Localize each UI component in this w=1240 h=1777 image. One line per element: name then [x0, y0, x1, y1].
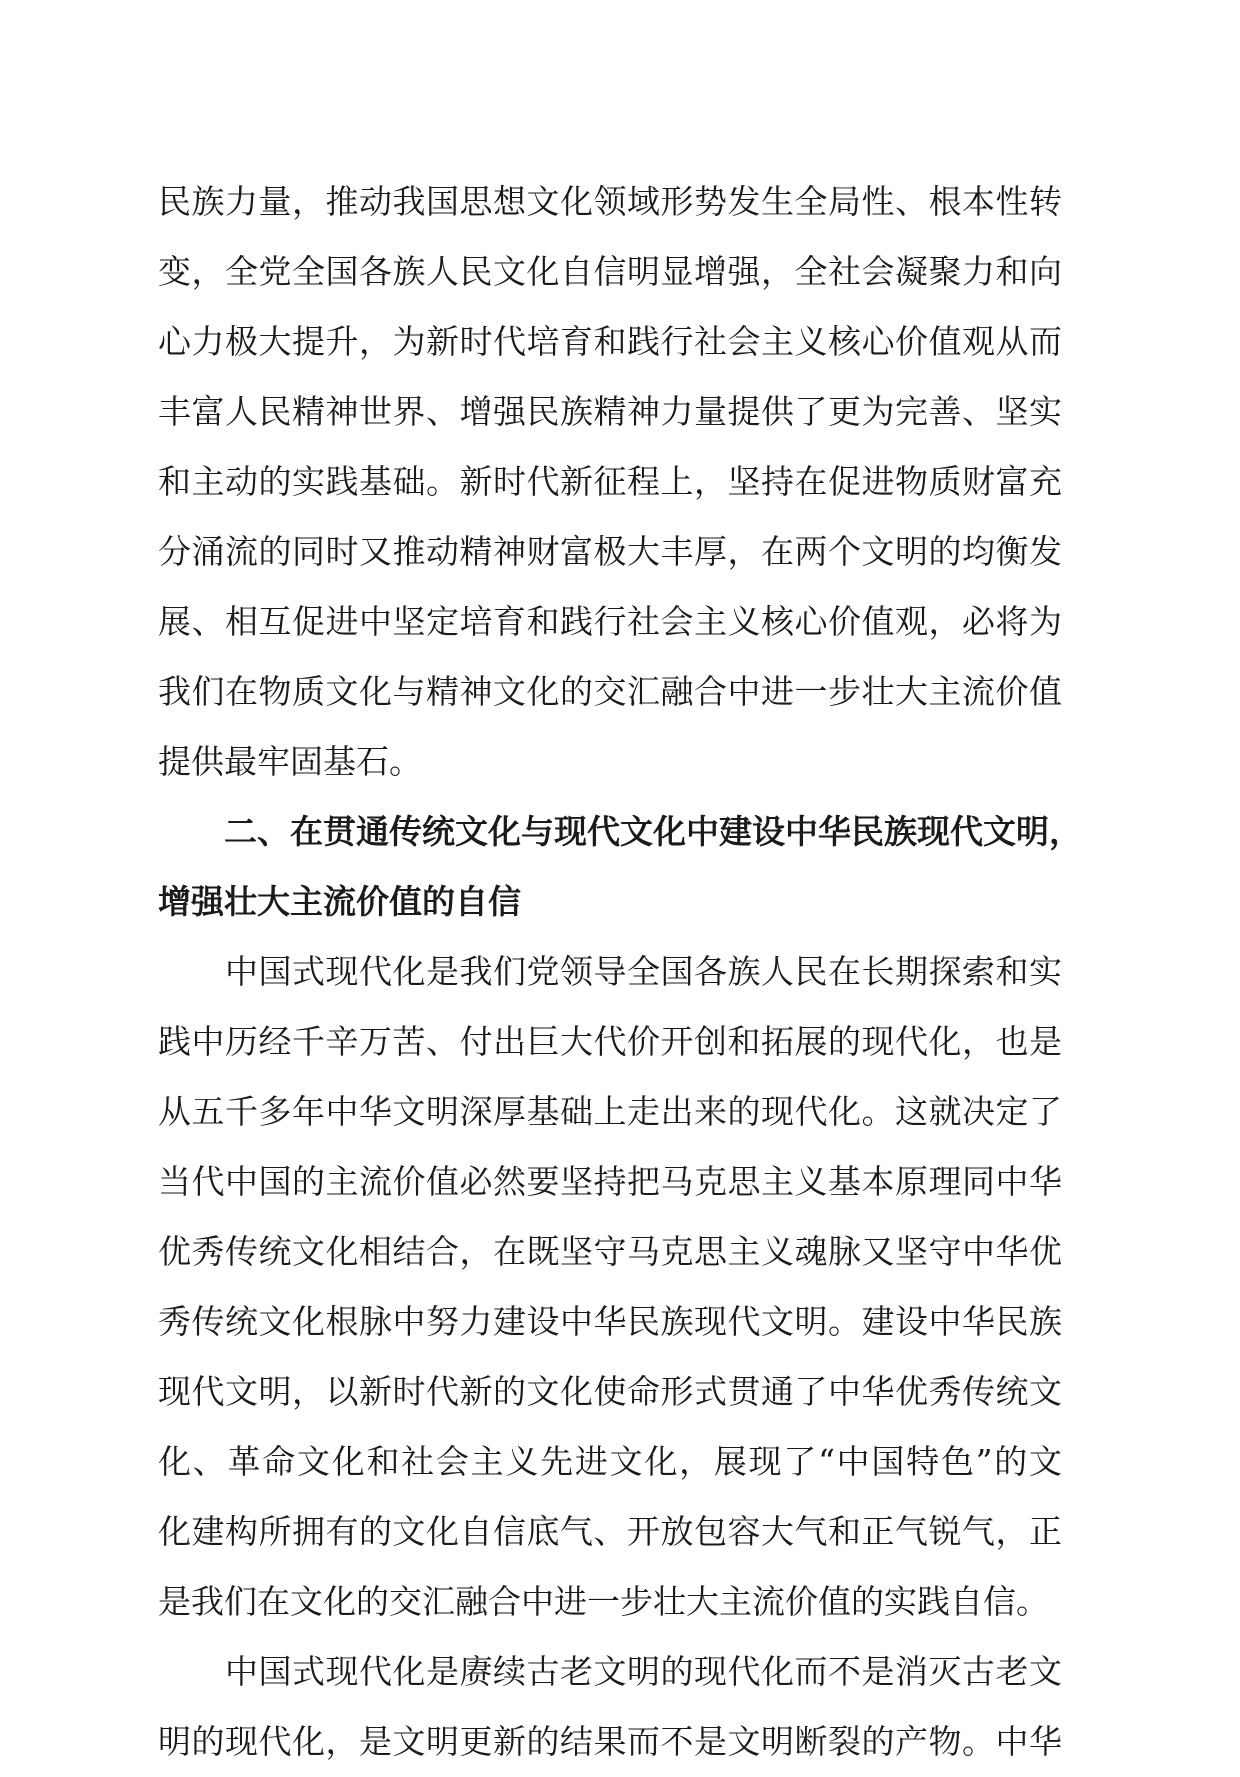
- text-line: 提供最牢固基石。: [158, 742, 422, 781]
- paragraph-continuation: [158, 167, 1062, 797]
- text-line: 现代文明，以新时代新的文化使命形式贯通了中华优秀传统文: [158, 1372, 1062, 1411]
- section-heading: [158, 797, 1082, 937]
- text-line: 优秀传统文化相结合，在既坚守马克思主义魂脉又坚守中华优: [158, 1232, 1062, 1271]
- text-line: 分涌流的同时又推动精神财富极大丰厚，在两个文明的均衡发: [158, 532, 1062, 571]
- text-line: 从五千多年中华文明深厚基础上走出来的现代化。这就决定了: [158, 1092, 1062, 1131]
- text-line: 化、革命文化和社会主义先进文化，展现了“中国特色”的文: [158, 1442, 1062, 1481]
- text-line: 明的现代化，是文明更新的结果而不是文明断裂的产物。中华: [158, 1722, 1062, 1761]
- text-line: 中国式现代化是我们党领导全国各族人民在长期探索和实: [158, 952, 1062, 991]
- text-line: 心力极大提升，为新时代培育和践行社会主义核心价值观从而: [158, 322, 1062, 361]
- text-line: 丰富人民精神世界、增强民族精神力量提供了更为完善、坚实: [158, 392, 1062, 431]
- text-line: 是我们在文化的交汇融合中进一步壮大主流价值的实践自信。: [158, 1582, 1049, 1621]
- text-line: 当代中国的主流价值必然要坚持把马克思主义基本原理同中华: [158, 1162, 1062, 1201]
- text-line: 践中历经千辛万苦、付出巨大代价开创和拓展的现代化，也是: [158, 1022, 1062, 1061]
- heading-line: 增强壮大主流价值的自信: [158, 882, 521, 921]
- text-line: 秀传统文化根脉中努力建设中华民族现代文明。建设中华民族: [158, 1302, 1062, 1341]
- text-line: 和主动的实践基础。新时代新征程上，坚持在促进物质财富充: [158, 462, 1062, 501]
- paragraph: [158, 937, 1062, 1637]
- text-line: 化建构所拥有的文化自信底气、开放包容大气和正气锐气，正: [158, 1512, 1062, 1551]
- text-line: 民族力量，推动我国思想文化领域形势发生全局性、根本性转: [158, 182, 1062, 221]
- text-line: 中国式现代化是赓续古老文明的现代化而不是消灭古老文: [158, 1652, 1062, 1691]
- document-body: [158, 167, 1082, 1777]
- heading-line: 二、在贯通传统文化与现代文化中建设中华民族现代文明，: [158, 812, 1082, 851]
- text-line: 展、相互促进中坚定培育和践行社会主义核心价值观，必将为: [158, 602, 1062, 641]
- text-line: 变，全党全国各族人民文化自信明显增强，全社会凝聚力和向: [158, 252, 1062, 291]
- paragraph: [158, 1637, 1062, 1777]
- text-line: 我们在物质文化与精神文化的交汇融合中进一步壮大主流价值: [158, 672, 1062, 711]
